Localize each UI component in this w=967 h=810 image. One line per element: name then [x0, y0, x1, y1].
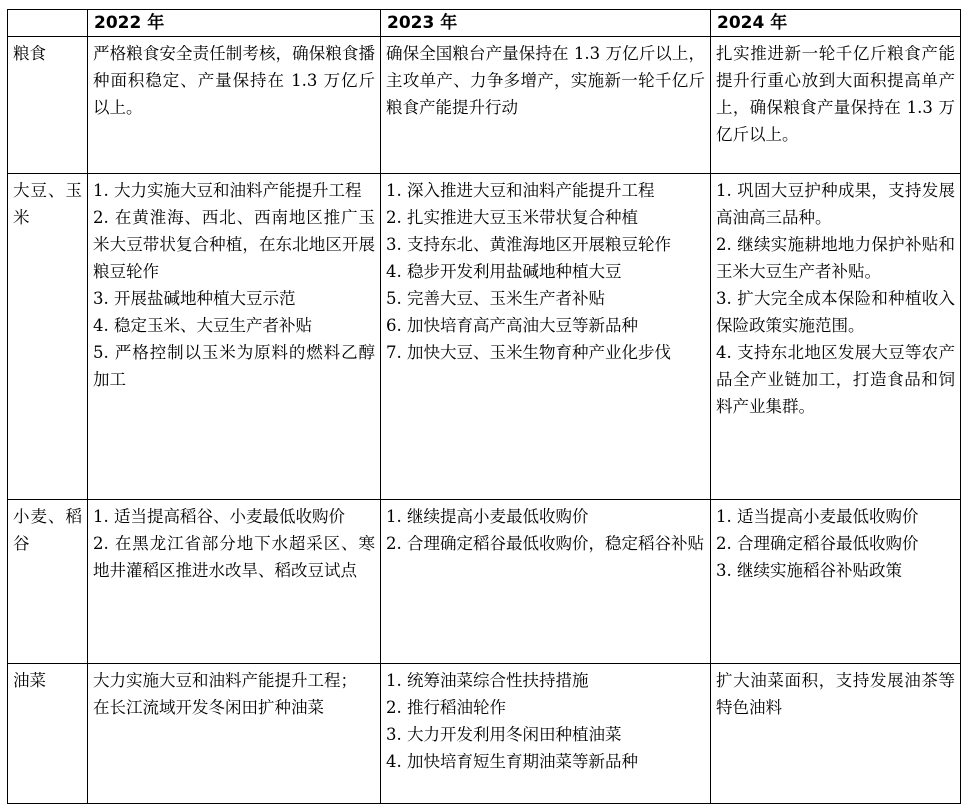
cell-line: 2. 在黄淮海、西北、西南地区推广玉米大豆带状复合种植，在东北地区开展粮豆轮作 — [93, 208, 375, 281]
crop-label: 粮食 — [8, 37, 88, 174]
cell-line: 扎实推进新一轮千亿斤粮食产能提升行重心放到大面积提高单产上，确保粮食产量保持在 1.3 万亿斤以上。 — [716, 44, 955, 144]
cell-line: 在长江流域开发冬闲田扩种油菜 — [93, 698, 324, 717]
cell-line: 3. 扩大完全成本保险和种植收入保险政策实施范围。 — [716, 289, 955, 335]
cell-2022 — [88, 500, 381, 664]
cell-2024 — [711, 500, 961, 664]
cell-2023 — [381, 37, 711, 174]
crop-label: 大豆、玉米 — [8, 174, 88, 500]
cell-line: 2. 继续实施耕地地力保护补贴和王米大豆生产者补贴。 — [716, 235, 955, 281]
cell-line: 1. 统筹油菜综合性扶持措施 — [386, 671, 589, 690]
header-2024: 2024 年 — [711, 10, 961, 37]
header-cell-empty — [8, 10, 88, 37]
cell-line: 扩大油菜面积，支持发展油茶等特色油料 — [716, 671, 955, 717]
table-row-soy-corn — [8, 174, 961, 500]
cell-line: 2. 合理确定稻谷最低收购价，稳定稻谷补贴 — [386, 534, 704, 553]
cell-2023 — [381, 174, 711, 500]
header-row — [8, 10, 961, 37]
cell-line: 严格粮食安全责任制考核，确保粮食播种面积稳定、产量保持在 1.3 万亿斤以上。 — [93, 44, 375, 117]
crop-label: 油菜 — [8, 664, 88, 804]
cell-line: 3. 支持东北、黄淮海地区开展粮豆轮作 — [386, 235, 671, 254]
cell-2024 — [711, 664, 961, 804]
cell-line: 4. 支持东北地区发展大豆等农产品全产业链加工，打造食品和饲料产业集群。 — [716, 343, 955, 416]
crop-label: 小麦、稻谷 — [8, 500, 88, 664]
cell-line: 1. 深入推进大豆和油料产能提升工程 — [386, 181, 655, 200]
cell-line: 4. 稳步开发利用盐碱地种植大豆 — [386, 262, 622, 281]
table-row-grain — [8, 37, 961, 174]
header-2023: 2023 年 — [381, 10, 711, 37]
cell-line: 7. 加快大豆、玉米生物育种产业化步伐 — [386, 343, 671, 362]
cell-line: 2. 扎实推进大豆玉米带状复合种植 — [386, 208, 638, 227]
cell-line: 4. 加快培育短生育期油菜等新品种 — [386, 752, 638, 771]
cell-2022 — [88, 37, 381, 174]
policy-table — [7, 9, 961, 804]
cell-line: 6. 加快培育高产高油大豆等新品种 — [386, 316, 638, 335]
cell-line: 3. 继续实施稻谷补贴政策 — [716, 561, 902, 580]
cell-line: 大力实施大豆和油料产能提升工程； — [93, 671, 357, 690]
cell-line: 2. 在黑龙江省部分地下水超采区、寒地井灌稻区推进水改旱、稻改豆试点 — [93, 534, 375, 580]
table-row-wheat-rice — [8, 500, 961, 664]
cell-line: 1. 巩固大豆护种成果，支持发展高油高三品种。 — [716, 181, 955, 227]
cell-line: 5. 完善大豆、玉米生产者补贴 — [386, 289, 605, 308]
cell-line: 1. 继续提高小麦最低收购价 — [386, 507, 589, 526]
cell-line: 1. 适当提高稻谷、小麦最低收购价 — [93, 507, 345, 526]
cell-line: 2. 合理确定稻谷最低收购价 — [716, 534, 919, 553]
cell-line: 3. 开展盐碱地种植大豆示范 — [93, 289, 296, 308]
cell-line: 1. 大力实施大豆和油料产能提升工程 — [93, 181, 362, 200]
table-row-rapeseed — [8, 664, 961, 804]
cell-2022 — [88, 664, 381, 804]
cell-2024 — [711, 174, 961, 500]
cell-line: 2. 推行稻油轮作 — [386, 698, 506, 717]
cell-2024 — [711, 37, 961, 174]
cell-line: 1. 适当提高小麦最低收购价 — [716, 507, 919, 526]
cell-2023 — [381, 500, 711, 664]
header-2022: 2022 年 — [88, 10, 381, 37]
cell-line: 5. 严格控制以玉米为原料的燃料乙醇加工 — [93, 343, 375, 389]
cell-line: 4. 稳定玉米、大豆生产者补贴 — [93, 316, 312, 335]
cell-line: 3. 大力开发利用冬闲田种植油菜 — [386, 725, 622, 744]
cell-line: 确保全国粮台产量保持在 1.3 万亿斤以上，主攻单产、力争多增产，实施新一轮千亿斤粮食产能提升行动 — [386, 44, 705, 117]
cell-2023 — [381, 664, 711, 804]
cell-2022 — [88, 174, 381, 500]
